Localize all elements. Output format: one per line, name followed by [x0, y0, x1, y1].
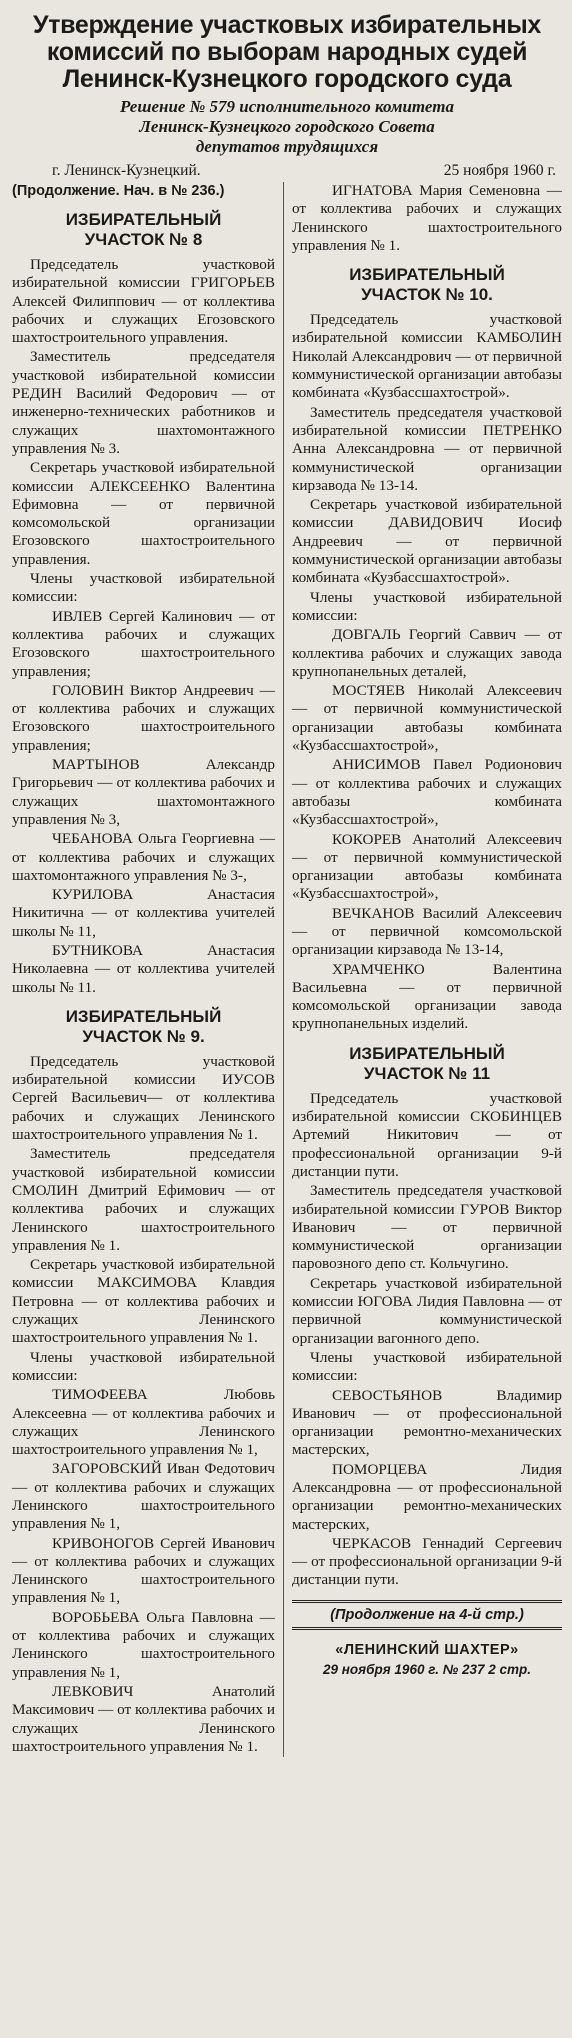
headline-line: комиссий по выборам народных судей [46, 38, 528, 66]
decision-line: Решение № 579 исполнительного комитета [120, 97, 454, 116]
paragraph: Заместитель председателя участковой избирательной комиссии ПЕТРЕНКО Анна Александровна — от первичной коммунистической организации кирзавода № 13-14. [292, 403, 562, 494]
paragraph: Члены участковой избирательной комиссии: [12, 1348, 275, 1384]
headline-line: Утверждение участковых избирательных [32, 11, 542, 39]
decision-subtitle [12, 97, 562, 157]
section-title-10 [292, 265, 562, 305]
paragraph: ЗАГОРОВСКИЙ Иван Федотович — от коллектива рабочих и служащих Ленинского шахтостроительного управления № 1, [12, 1460, 275, 1533]
paragraph: Председатель участковой избирательной комиссии СКОБИНЦЕВ Артемий Никитович — от профессиональной организации 9-й дистанции пути. [292, 1089, 562, 1180]
section-title-8 [12, 210, 275, 250]
right-column [284, 182, 562, 1757]
section-title-9 [12, 1007, 275, 1047]
headline-line: Ленинск-Кузнецкого городского суда [62, 65, 512, 93]
newspaper-name: «ЛЕНИНСКИЙ ШАХТЕР» [335, 1641, 519, 1658]
paragraph: ВОРОБЬЕВА Ольга Павловна — от коллектива рабочих и служащих Ленинского шахтостроительного управления № 1, [12, 1608, 275, 1681]
paragraph: ЧЕРКАСОВ Геннадий Сергеевич — от профессиональной организации 9-й дистанции пути. [292, 1534, 562, 1589]
paragraph: Председатель участковой избирательной комиссии ГРИГОРЬЕВ Алексей Филиппович — от коллектива рабочих и служащих Егозовского шахтостроительного управления. [12, 256, 275, 347]
section-title-line: ИЗБИРАТЕЛЬНЫЙ [65, 1006, 222, 1026]
decision-line: депутатов трудящихся [195, 137, 379, 156]
paragraph: Секретарь участковой избирательной комиссии ДАВИДОВИЧ Иосиф Андреевич — от первичной коммунистической организации автобазы комбината «Кузбассшахтострой». [292, 496, 562, 587]
paragraph: Заместитель председателя участковой избирательной комиссии ГУРОВ Виктор Иванович — от первичной коммунистической организации паровозного депо ст. Кольчугино. [292, 1182, 562, 1273]
date: 25 ноября 1960 г. [443, 162, 556, 179]
paragraph: ГОЛОВИН Виктор Андреевич — от коллектива рабочих и служащих Егозовского шахтостроительного управления; [12, 681, 275, 754]
paragraph: Заместитель председателя участковой избирательной комиссии СМОЛИН Дмитрий Ефимович — от коллектива рабочих и служащих Ленинского шахтостроительного управления № 1. [12, 1145, 275, 1254]
dateline [12, 161, 562, 180]
paragraph: ЧЕБАНОВА Ольга Георгиевна — от коллектива рабочих и служащих шахтомонтажного управления № 3-, [12, 830, 275, 884]
paragraph: Секретарь участковой избирательной комиссии ЮГОВА Лидия Павловна — от первичной коммунистической организации вагонного депо. [292, 1274, 562, 1347]
paragraph: КУРИЛОВА Анастасия Никитична — от коллектива учителей школы № 11, [12, 886, 275, 940]
continued-note: (Продолжение. Нач. в № 236.) [12, 183, 225, 199]
section-title-line: УЧАСТОК № 9. [82, 1026, 205, 1046]
section-title-line: УЧАСТОК № 8 [84, 230, 203, 249]
paragraph: КОКОРЕВ Анатолий Алексеевич — от первичной коммунистической организации автобазы комбината «Кузбассшахтострой», [292, 830, 562, 903]
section-title-line: УЧАСТОК № 10. [361, 285, 493, 305]
issue-line: 29 ноября 1960 г. № 237 2 стр. [323, 1661, 531, 1677]
paragraph: Секретарь участковой избирательной комиссии МАКСИМОВА Клавдия Петровна — от коллектива рабочих и служащих Ленинского шахтостроительного управления № 1. [12, 1256, 275, 1347]
paragraph: КРИВОНОГОВ Сергей Иванович — от коллектива рабочих и служащих Ленинского шахтостроительного управления № 1, [12, 1534, 275, 1607]
section-title-line: ИЗБИРАТЕЛЬНЫЙ [349, 1043, 505, 1063]
decision-line: Ленинск-Кузнецкого городского Совета [139, 117, 435, 136]
paragraph: Члены участковой избирательной комиссии: [292, 1348, 562, 1385]
paragraph: Секретарь участковой избирательной комиссии АЛЕКСЕЕНКО Валентина Ефимовна — от первичной комсомольской организации Егозовского шахтостроительного управления. [12, 459, 275, 568]
paragraph: Члены участковой избирательной комиссии: [292, 588, 562, 624]
paragraph: ПОМОРЦЕВА Лидия Александровна — от профессиональной организации ремонтно-механических мастерских, [292, 1460, 562, 1533]
paragraph: ТИМОФЕЕВА Любовь Алексеевна — от коллектива рабочих и служащих Ленинского шахтостроительного управления № 1, [12, 1386, 275, 1459]
paragraph: ЛЕВКОВИЧ Анатолий Максимович — от коллектива рабочих и служащих Ленинского шахтостроительного управления № 1. [12, 1682, 275, 1755]
paragraph: Председатель участковой избирательной комиссии КАМБОЛИН Николай Александрович — от первичной коммунистической организации автобазы комбината «Кузбассшахтострой». [292, 311, 562, 402]
paragraph: СЕВОСТЬЯНОВ Владимир Иванович — от профессиональной организации ремонтно-механических мастерских, [292, 1386, 562, 1459]
continued-on-page-note: (Продолжение на 4-й стр.) [292, 1600, 562, 1630]
paragraph: ВЕЧКАНОВ Василий Алексеевич — от первичной комсомольской организации кирзавода № 13-14, [292, 904, 562, 959]
paragraph: Члены участковой избирательной комиссии: [12, 570, 275, 606]
paragraph: АНИСИМОВ Павел Родионович — от коллектива рабочих и служащих автобазы комбината «Кузбассшахтострой», [292, 756, 562, 829]
place: г. Ленинск-Кузнецкий. [52, 162, 201, 179]
article-columns [12, 182, 562, 1757]
paragraph: ИВЛЕВ Сергей Калинович — от коллектива рабочих и служащих Егозовского шахтостроительного управления; [12, 607, 275, 680]
section-title-line: ИЗБИРАТЕЛЬНЫЙ [349, 265, 505, 285]
left-column [12, 182, 284, 1757]
paragraph: МАРТЫНОВ Александр Григорьевич — от коллектива рабочих и служащих шахтомонтажного управления № 3, [12, 756, 275, 828]
section-title-line: ИЗБИРАТЕЛЬНЫЙ [65, 210, 222, 229]
footer [292, 1600, 562, 1677]
paragraph: ХРАМЧЕНКО Валентина Васильевна — от первичной комсомольской организации завода крупнопанельных изделий. [292, 960, 562, 1033]
headline [12, 12, 562, 93]
paragraph: БУТНИКОВА Анастасия Николаевна — от коллектива учителей школы № 11. [12, 941, 275, 996]
section-title-11 [292, 1044, 562, 1084]
paragraph: Заместитель председателя участковой избирательной комиссии РЕДИН Василий Федорович — от инженерно-технических работников и служащих шахтомонтажного управления № 3. [12, 348, 275, 457]
paragraph: ДОВГАЛЬ Георгий Саввич — от коллектива рабочих и служащих завода крупнопанельных деталей, [292, 626, 562, 680]
paragraph: Председатель участковой избирательной комиссии ИУСОВ Сергей Васильевич— от коллектива рабочих и служащих Ленинского шахтостроительного управления № 1. [12, 1052, 275, 1144]
paragraph: МОСТЯЕВ Николай Алексеевич — от первичной коммунистической организации автобазы комбината «Кузбассшахтострой», [292, 682, 562, 755]
paragraph: ИГНАТОВА Мария Семеновна — от коллектива рабочих и служащих Ленинского шахтостроительного управления № 1. [292, 182, 562, 254]
section-title-line: УЧАСТОК № 11 [363, 1063, 491, 1083]
